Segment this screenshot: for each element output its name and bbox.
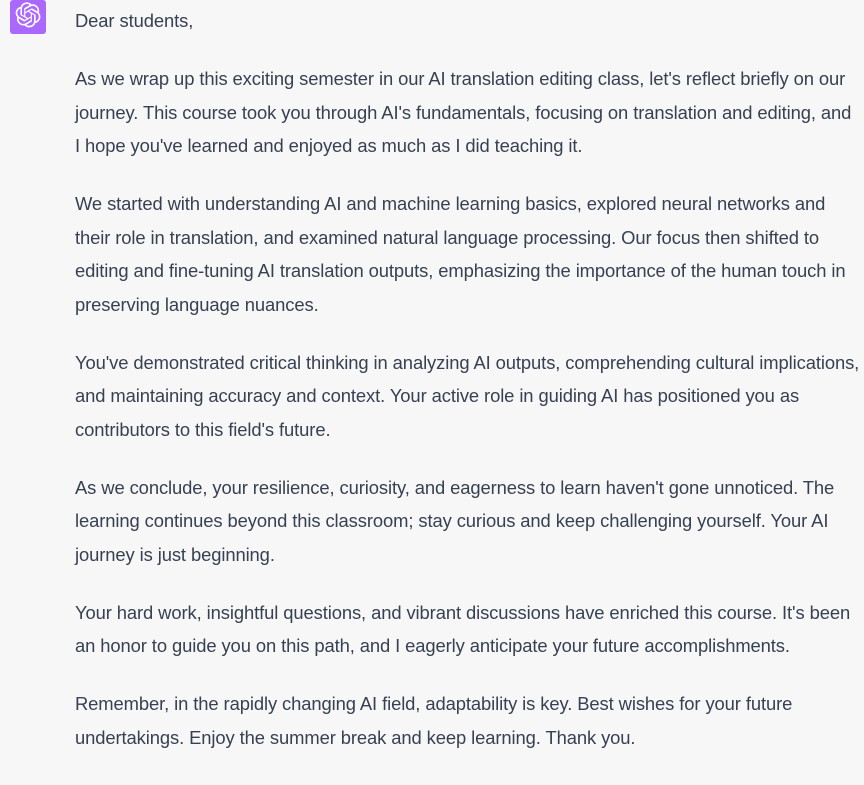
assistant-avatar xyxy=(10,0,46,34)
assistant-message-body xyxy=(75,4,860,779)
message-paragraph-3: You've demonstrated critical thinking in analyzing AI outputs, comprehending cultural implications, and maintaining accuracy and context. Your active role in guiding AI has positioned you as contributors to this field's future. xyxy=(75,351,860,440)
message-paragraph-2: We started with understanding AI and machine learning basics, explored neural networks and their role in translation, and examined natural language processing. Our focus then shifted to editing and fine-tuning AI translation outputs, emphasizing the importance of the human touch in preserving language nuances. xyxy=(75,193,846,315)
message-paragraph-6: Remember, in the rapidly changing AI field, adaptability is key. Best wishes for your future undertakings. Enjoy the summer break and keep learning. Thank you. xyxy=(75,693,793,748)
openai-logo-icon xyxy=(15,2,41,33)
message-paragraph-4: As we conclude, your resilience, curiosity, and eagerness to learn haven't gone unnoticed. The learning continues beyond this classroom; stay curious and keep challenging yourself. Your AI journey is just beginning. xyxy=(75,476,835,565)
message-paragraph-5: Your hard work, insightful questions, and vibrant discussions have enriched this course. It's been an honor to guide you on this path, and I eagerly anticipate your future accomplishments. xyxy=(75,601,851,656)
message-paragraph-1: As we wrap up this exciting semester in our AI translation editing class, let's reflect briefly on our journey. This course took you through AI's fundamentals, focusing on translation and editing, and I hope you've learned and enjoyed as much as I did teaching it. xyxy=(75,68,852,156)
message-salutation: Dear students, xyxy=(75,10,194,31)
